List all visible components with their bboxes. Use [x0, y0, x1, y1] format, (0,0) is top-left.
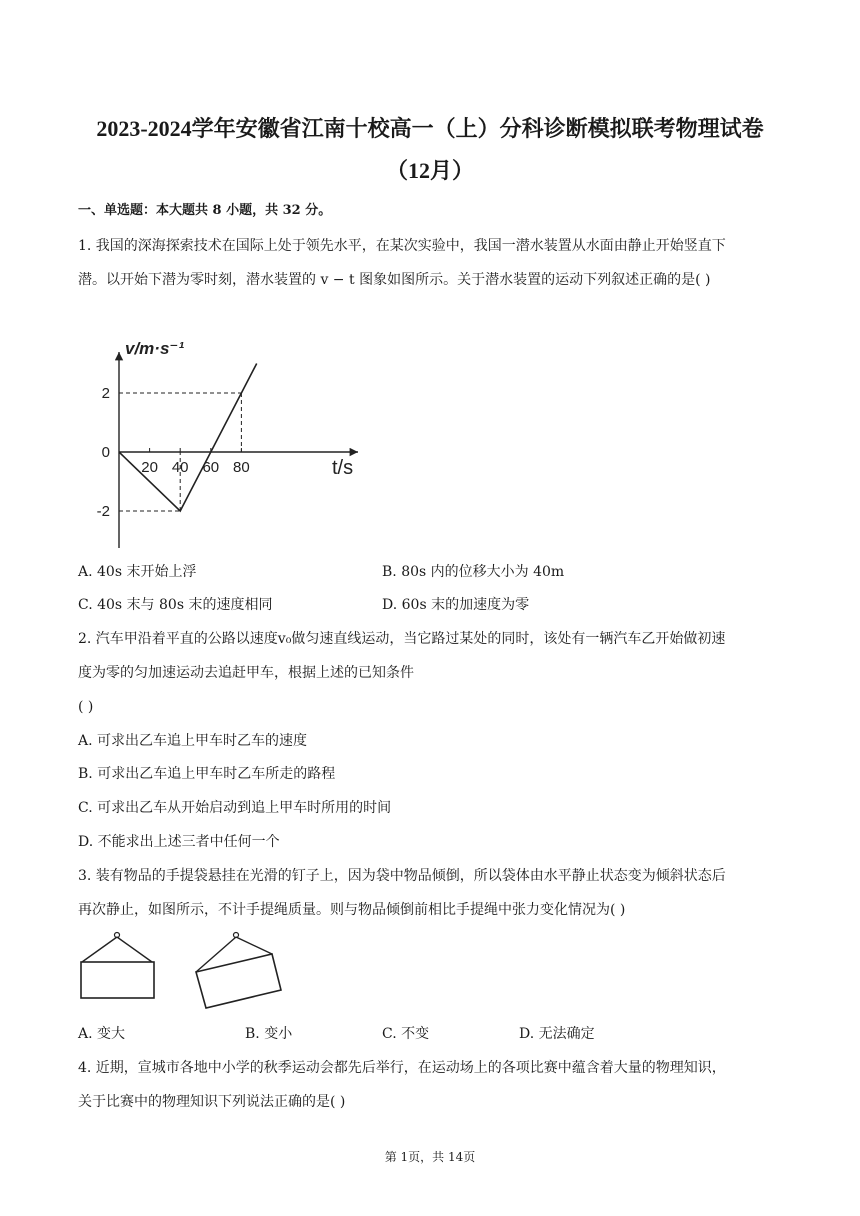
vt-graph: [96, 330, 360, 560]
bag-tilted: [196, 933, 281, 1009]
q1-text-line2: 潜。以开始下潜为零时刻，潜水装置的 v − t 图象如图所示。关于潜水装置的运动下列叙述正确的是( ): [78, 272, 711, 288]
q1-option-a: A. 40s 末开始上浮: [78, 564, 197, 580]
y-tick-label: -2: [96, 503, 110, 520]
page-footer: 第 1页，共 14页: [384, 1150, 476, 1164]
q2-option-b: B. 可求出乙车追上甲车时乙车所走的路程: [78, 766, 336, 782]
q2-option-d: D. 不能求出上述三者中任何一个: [78, 834, 280, 850]
chart-labels: [97, 339, 353, 520]
q3-option-b: B. 变小: [245, 1026, 293, 1042]
y-tick-label: 2: [101, 385, 110, 402]
x-axis-label: t/s: [332, 457, 354, 479]
q3-option-d: D. 无法确定: [519, 1026, 595, 1042]
q2-option-a: A. 可求出乙车追上甲车时乙车的速度: [78, 733, 308, 749]
section-heading: 一、单选题：本大题共 8 小题，共 32 分。: [78, 203, 332, 218]
q3-option-a: A. 变大: [78, 1026, 126, 1042]
q2-text-line1: 2. 汽车甲沿着平直的公路以速度v₀做匀速直线运动，当它路过某处的同时，该处有一辆汽车乙开始做初速: [78, 631, 726, 647]
q1-text-line1: 1. 我国的深海探索技术在国际上处于领先水平，在某次实验中，我国一潜水装置从水面由静止开始竖直下: [78, 238, 726, 254]
x-tick-label: 60: [202, 459, 220, 476]
handbag-diagram: [76, 926, 316, 1016]
q1-option-b: B. 80s 内的位移大小为 40m: [382, 564, 565, 580]
q2-option-c: C. 可求出乙车从开始启动到追上甲车时所用的时间: [78, 800, 392, 816]
chart-axes: [119, 352, 358, 548]
chart-series: [119, 364, 257, 512]
velocity-line: [119, 364, 257, 512]
q2-answer-paren: ( ): [78, 699, 94, 715]
x-tick-label: 80: [233, 459, 250, 476]
q2-text-line2: 度为零的匀加速运动去追赶甲车，根据上述的已知条件: [78, 665, 414, 681]
q1-option-d: D. 60s 末的加速度为零: [382, 597, 530, 613]
q1-option-c: C. 40s 末与 80s 末的速度相同: [78, 597, 273, 613]
q4-text-line1: 4. 近期，宣城市各地中小学的秋季运动会都先后举行，在运动场上的各项比赛中蕴含着大量的物理知识，: [78, 1060, 726, 1076]
q4-text-line2: 关于比赛中的物理知识下列说法正确的是( ): [78, 1094, 346, 1110]
q3-text-line1: 3. 装有物品的手提袋悬挂在光滑的钉子上，因为袋中物品倾倒，所以袋体由水平静止状态变为倾斜状态后: [78, 868, 726, 884]
exam-title-line2: （12月）: [385, 158, 474, 183]
y-axis-label: v/m·s⁻¹: [125, 339, 185, 358]
x-tick-label: 20: [141, 459, 158, 476]
q3-option-c: C. 不变: [382, 1026, 430, 1042]
y-tick-label: 0: [101, 444, 110, 461]
bag-level: [81, 933, 154, 999]
q3-text-line2: 再次静止，如图所示，不计手提绳质量。则与物品倾倒前相比手提绳中张力变化情况为( ): [78, 902, 626, 918]
exam-title-line1: 2023-2024学年安徽省江南十校高一（上）分科诊断模拟联考物理试卷: [96, 116, 764, 141]
x-tick-label: 40: [171, 459, 189, 476]
